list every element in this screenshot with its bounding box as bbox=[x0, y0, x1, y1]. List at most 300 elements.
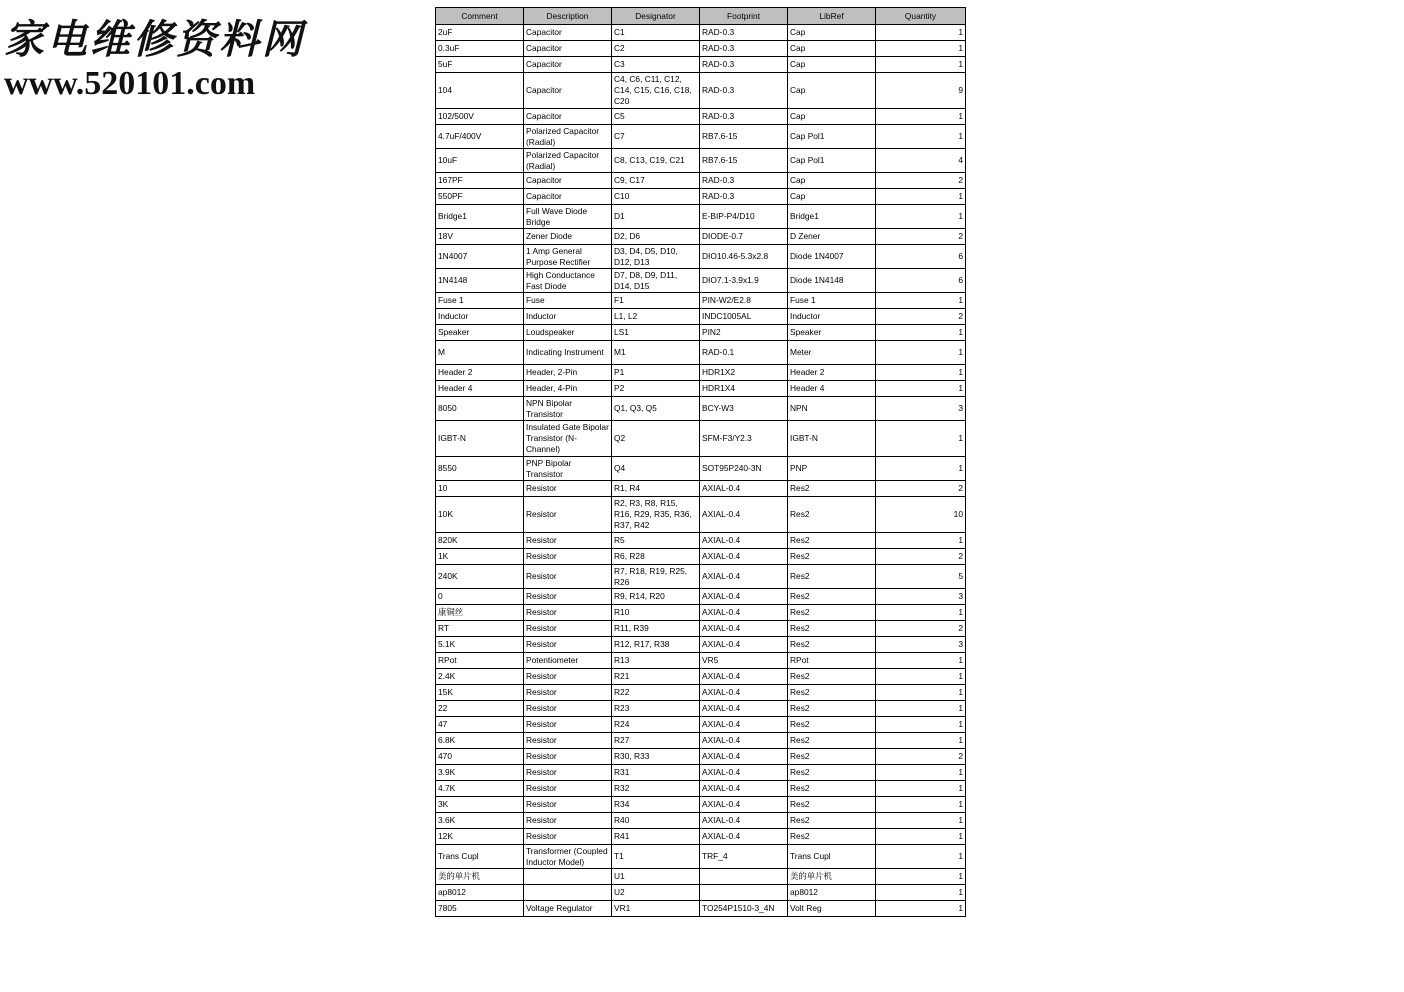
cell-footprint: HDR1X4 bbox=[700, 381, 788, 397]
cell-description: Resistor bbox=[524, 549, 612, 565]
cell-quantity: 2 bbox=[876, 229, 966, 245]
cell-quantity: 1 bbox=[876, 845, 966, 869]
table-row bbox=[436, 293, 966, 309]
cell-comment: 1K bbox=[436, 549, 524, 565]
cell-quantity: 2 bbox=[876, 749, 966, 765]
cell-footprint: AXIAL-0.4 bbox=[700, 717, 788, 733]
cell-quantity: 1 bbox=[876, 685, 966, 701]
cell-description: Resistor bbox=[524, 621, 612, 637]
cell-designator: R5 bbox=[612, 533, 700, 549]
cell-libref: RPot bbox=[788, 653, 876, 669]
cell-description: Potentiometer bbox=[524, 653, 612, 669]
cell-comment: M bbox=[436, 341, 524, 365]
cell-designator: D7, D8, D9, D11, D14, D15 bbox=[612, 269, 700, 293]
watermark-logo bbox=[4, 16, 334, 104]
cell-description: Resistor bbox=[524, 813, 612, 829]
cell-footprint: TO254P1510-3_4N bbox=[700, 901, 788, 917]
cell-libref: Res2 bbox=[788, 669, 876, 685]
cell-footprint: TRF_4 bbox=[700, 845, 788, 869]
cell-footprint: DIO7.1-3.9x1.9 bbox=[700, 269, 788, 293]
cell-quantity: 1 bbox=[876, 669, 966, 685]
table-row bbox=[436, 845, 966, 869]
cell-description: Resistor bbox=[524, 685, 612, 701]
cell-footprint: AXIAL-0.4 bbox=[700, 549, 788, 565]
cell-description: Resistor bbox=[524, 765, 612, 781]
cell-footprint: RAD-0.1 bbox=[700, 341, 788, 365]
table-row bbox=[436, 325, 966, 341]
cell-footprint: AXIAL-0.4 bbox=[700, 781, 788, 797]
table-row bbox=[436, 797, 966, 813]
cell-quantity: 9 bbox=[876, 73, 966, 109]
cell-description: Resistor bbox=[524, 481, 612, 497]
cell-libref: Diode 1N4148 bbox=[788, 269, 876, 293]
cell-comment: 5.1K bbox=[436, 637, 524, 653]
cell-libref: IGBT-N bbox=[788, 421, 876, 457]
cell-libref: Res2 bbox=[788, 637, 876, 653]
cell-quantity: 6 bbox=[876, 269, 966, 293]
table-row bbox=[436, 421, 966, 457]
header-quantity: Quantity bbox=[876, 8, 966, 25]
cell-libref: Res2 bbox=[788, 701, 876, 717]
table-row bbox=[436, 669, 966, 685]
cell-description: Capacitor bbox=[524, 109, 612, 125]
cell-quantity: 5 bbox=[876, 565, 966, 589]
table-row bbox=[436, 57, 966, 73]
header-comment: Comment bbox=[436, 8, 524, 25]
cell-description: Fuse bbox=[524, 293, 612, 309]
cell-comment: Header 2 bbox=[436, 365, 524, 381]
cell-footprint: PIN-W2/E2.8 bbox=[700, 293, 788, 309]
cell-quantity: 2 bbox=[876, 173, 966, 189]
cell-description: Voltage Regulator bbox=[524, 901, 612, 917]
cell-description: Resistor bbox=[524, 781, 612, 797]
cell-quantity: 1 bbox=[876, 717, 966, 733]
cell-footprint: AXIAL-0.4 bbox=[700, 497, 788, 533]
cell-comment: 8050 bbox=[436, 397, 524, 421]
cell-description: Full Wave Diode Bridge bbox=[524, 205, 612, 229]
cell-comment: 10 bbox=[436, 481, 524, 497]
cell-comment: 102/500V bbox=[436, 109, 524, 125]
cell-description: Resistor bbox=[524, 733, 612, 749]
cell-footprint bbox=[700, 869, 788, 885]
cell-description: Resistor bbox=[524, 669, 612, 685]
cell-description: Capacitor bbox=[524, 25, 612, 41]
cell-comment: 4.7K bbox=[436, 781, 524, 797]
cell-quantity: 6 bbox=[876, 245, 966, 269]
cell-quantity: 1 bbox=[876, 365, 966, 381]
cell-designator: R40 bbox=[612, 813, 700, 829]
cell-comment: 1N4007 bbox=[436, 245, 524, 269]
cell-designator: R12, R17, R38 bbox=[612, 637, 700, 653]
cell-description: Polarized Capacitor (Radial) bbox=[524, 125, 612, 149]
cell-quantity: 4 bbox=[876, 149, 966, 173]
cell-description: Resistor bbox=[524, 749, 612, 765]
cell-quantity: 2 bbox=[876, 309, 966, 325]
cell-quantity: 1 bbox=[876, 125, 966, 149]
cell-quantity: 1 bbox=[876, 813, 966, 829]
cell-description: Insulated Gate Bipolar Transistor (N-Channel) bbox=[524, 421, 612, 457]
cell-description: Resistor bbox=[524, 589, 612, 605]
cell-quantity: 2 bbox=[876, 549, 966, 565]
cell-quantity: 1 bbox=[876, 797, 966, 813]
cell-description: Capacitor bbox=[524, 57, 612, 73]
cell-comment: 3.9K bbox=[436, 765, 524, 781]
cell-libref: Header 2 bbox=[788, 365, 876, 381]
cell-description: Indicating Instrument bbox=[524, 341, 612, 365]
cell-libref: Res2 bbox=[788, 533, 876, 549]
cell-libref: Res2 bbox=[788, 829, 876, 845]
watermark-url-text: www.520101.com bbox=[4, 65, 256, 102]
table-row bbox=[436, 781, 966, 797]
cell-footprint: VR5 bbox=[700, 653, 788, 669]
cell-footprint: BCY-W3 bbox=[700, 397, 788, 421]
cell-quantity: 2 bbox=[876, 621, 966, 637]
cell-description: 1 Amp General Purpose Rectifier bbox=[524, 245, 612, 269]
table-row bbox=[436, 685, 966, 701]
cell-designator: R13 bbox=[612, 653, 700, 669]
cell-comment: IGBT-N bbox=[436, 421, 524, 457]
cell-quantity: 1 bbox=[876, 605, 966, 621]
table-row bbox=[436, 109, 966, 125]
cell-comment: 167PF bbox=[436, 173, 524, 189]
header-libref: LibRef bbox=[788, 8, 876, 25]
table-row bbox=[436, 765, 966, 781]
header-description: Description bbox=[524, 8, 612, 25]
table-row bbox=[436, 397, 966, 421]
cell-quantity: 1 bbox=[876, 885, 966, 901]
table-row bbox=[436, 533, 966, 549]
cell-description: Polarized Capacitor (Radial) bbox=[524, 149, 612, 173]
bill-of-materials-table bbox=[435, 7, 966, 917]
cell-comment: ap8012 bbox=[436, 885, 524, 901]
cell-quantity: 1 bbox=[876, 25, 966, 41]
cell-quantity: 1 bbox=[876, 901, 966, 917]
table-row bbox=[436, 457, 966, 481]
cell-comment: 15K bbox=[436, 685, 524, 701]
cell-designator: C4, C6, C11, C12, C14, C15, C16, C18, C20 bbox=[612, 73, 700, 109]
cell-designator: R31 bbox=[612, 765, 700, 781]
table-row bbox=[436, 189, 966, 205]
cell-designator: T1 bbox=[612, 845, 700, 869]
cell-comment: 240K bbox=[436, 565, 524, 589]
cell-description: Capacitor bbox=[524, 173, 612, 189]
cell-quantity: 1 bbox=[876, 653, 966, 669]
cell-libref: Res2 bbox=[788, 589, 876, 605]
cell-footprint: AXIAL-0.4 bbox=[700, 749, 788, 765]
cell-description bbox=[524, 885, 612, 901]
cell-libref: Speaker bbox=[788, 325, 876, 341]
cell-footprint: AXIAL-0.4 bbox=[700, 701, 788, 717]
table-row bbox=[436, 365, 966, 381]
cell-quantity: 2 bbox=[876, 481, 966, 497]
cell-description: Resistor bbox=[524, 829, 612, 845]
cell-libref: Res2 bbox=[788, 765, 876, 781]
cell-libref: Cap bbox=[788, 73, 876, 109]
cell-libref: Res2 bbox=[788, 565, 876, 589]
table-row bbox=[436, 381, 966, 397]
cell-comment: Header 4 bbox=[436, 381, 524, 397]
cell-libref: Diode 1N4007 bbox=[788, 245, 876, 269]
cell-libref: Cap bbox=[788, 173, 876, 189]
cell-designator: R11, R39 bbox=[612, 621, 700, 637]
cell-designator: P1 bbox=[612, 365, 700, 381]
cell-footprint: AXIAL-0.4 bbox=[700, 813, 788, 829]
cell-designator: R30, R33 bbox=[612, 749, 700, 765]
cell-quantity: 1 bbox=[876, 189, 966, 205]
cell-comment: RT bbox=[436, 621, 524, 637]
header-footprint: Footprint bbox=[700, 8, 788, 25]
cell-footprint: AXIAL-0.4 bbox=[700, 829, 788, 845]
cell-designator: C3 bbox=[612, 57, 700, 73]
cell-comment: 6.8K bbox=[436, 733, 524, 749]
cell-designator: R9, R14, R20 bbox=[612, 589, 700, 605]
table-row bbox=[436, 309, 966, 325]
cell-comment: 康铜丝 bbox=[436, 605, 524, 621]
cell-footprint: RB7.6-15 bbox=[700, 149, 788, 173]
cell-quantity: 1 bbox=[876, 109, 966, 125]
cell-designator: C7 bbox=[612, 125, 700, 149]
cell-designator: C9, C17 bbox=[612, 173, 700, 189]
cell-libref: Res2 bbox=[788, 797, 876, 813]
cell-libref: Cap bbox=[788, 25, 876, 41]
cell-designator: D1 bbox=[612, 205, 700, 229]
cell-libref: D Zener bbox=[788, 229, 876, 245]
cell-quantity: 1 bbox=[876, 41, 966, 57]
cell-designator: U1 bbox=[612, 869, 700, 885]
cell-quantity: 1 bbox=[876, 205, 966, 229]
cell-description: Resistor bbox=[524, 565, 612, 589]
cell-libref: Volt Reg bbox=[788, 901, 876, 917]
cell-libref: Res2 bbox=[788, 781, 876, 797]
cell-designator: U2 bbox=[612, 885, 700, 901]
cell-comment: 3K bbox=[436, 797, 524, 813]
table-row bbox=[436, 481, 966, 497]
cell-libref: PNP bbox=[788, 457, 876, 481]
table-row bbox=[436, 125, 966, 149]
cell-comment: Speaker bbox=[436, 325, 524, 341]
cell-description: PNP Bipolar Transistor bbox=[524, 457, 612, 481]
table-row bbox=[436, 885, 966, 901]
cell-footprint: AXIAL-0.4 bbox=[700, 685, 788, 701]
cell-comment: 4.7uF/400V bbox=[436, 125, 524, 149]
cell-footprint: AXIAL-0.4 bbox=[700, 797, 788, 813]
cell-footprint: RAD-0.3 bbox=[700, 41, 788, 57]
cell-designator: L1, L2 bbox=[612, 309, 700, 325]
watermark-chinese-text: 家电维修资料网 bbox=[4, 16, 305, 63]
cell-quantity: 1 bbox=[876, 381, 966, 397]
cell-description bbox=[524, 869, 612, 885]
cell-designator: R6, R28 bbox=[612, 549, 700, 565]
cell-comment: 1N4148 bbox=[436, 269, 524, 293]
cell-comment: 2.4K bbox=[436, 669, 524, 685]
cell-footprint: AXIAL-0.4 bbox=[700, 621, 788, 637]
cell-footprint: HDR1X2 bbox=[700, 365, 788, 381]
cell-quantity: 1 bbox=[876, 701, 966, 717]
cell-footprint: RAD-0.3 bbox=[700, 25, 788, 41]
cell-designator: LS1 bbox=[612, 325, 700, 341]
cell-footprint: RAD-0.3 bbox=[700, 189, 788, 205]
cell-designator: R23 bbox=[612, 701, 700, 717]
cell-comment: 5uF bbox=[436, 57, 524, 73]
cell-designator: C2 bbox=[612, 41, 700, 57]
cell-footprint: DIODE-0.7 bbox=[700, 229, 788, 245]
table-row bbox=[436, 653, 966, 669]
cell-libref: Res2 bbox=[788, 733, 876, 749]
cell-quantity: 1 bbox=[876, 421, 966, 457]
table-row bbox=[436, 749, 966, 765]
cell-comment: Inductor bbox=[436, 309, 524, 325]
cell-libref: ap8012 bbox=[788, 885, 876, 901]
cell-libref: Res2 bbox=[788, 717, 876, 733]
cell-designator: D3, D4, D5, D10, D12, D13 bbox=[612, 245, 700, 269]
cell-libref: Res2 bbox=[788, 621, 876, 637]
cell-libref: Res2 bbox=[788, 749, 876, 765]
cell-comment: 0 bbox=[436, 589, 524, 605]
cell-designator: Q2 bbox=[612, 421, 700, 457]
cell-designator: R1, R4 bbox=[612, 481, 700, 497]
cell-footprint: RAD-0.3 bbox=[700, 73, 788, 109]
cell-comment: 550PF bbox=[436, 189, 524, 205]
cell-footprint: AXIAL-0.4 bbox=[700, 605, 788, 621]
table-row bbox=[436, 229, 966, 245]
cell-libref: 美的单片机 bbox=[788, 869, 876, 885]
cell-footprint: AXIAL-0.4 bbox=[700, 481, 788, 497]
cell-description: High Conductance Fast Diode bbox=[524, 269, 612, 293]
cell-footprint: AXIAL-0.4 bbox=[700, 733, 788, 749]
cell-description: NPN Bipolar Transistor bbox=[524, 397, 612, 421]
cell-footprint: AXIAL-0.4 bbox=[700, 669, 788, 685]
cell-comment: 104 bbox=[436, 73, 524, 109]
cell-libref: Bridge1 bbox=[788, 205, 876, 229]
cell-footprint: AXIAL-0.4 bbox=[700, 637, 788, 653]
cell-description: Capacitor bbox=[524, 189, 612, 205]
table-row bbox=[436, 205, 966, 229]
cell-libref: Cap bbox=[788, 41, 876, 57]
cell-comment: 美的单片机 bbox=[436, 869, 524, 885]
cell-designator: F1 bbox=[612, 293, 700, 309]
cell-quantity: 1 bbox=[876, 765, 966, 781]
table-row bbox=[436, 733, 966, 749]
cell-footprint: SOT95P240-3N bbox=[700, 457, 788, 481]
table-header-row bbox=[436, 8, 966, 25]
cell-libref: Cap bbox=[788, 57, 876, 73]
cell-description: Inductor bbox=[524, 309, 612, 325]
cell-designator: R21 bbox=[612, 669, 700, 685]
cell-footprint: AXIAL-0.4 bbox=[700, 565, 788, 589]
header-designator: Designator bbox=[612, 8, 700, 25]
cell-comment: 22 bbox=[436, 701, 524, 717]
table-row bbox=[436, 149, 966, 173]
cell-description: Capacitor bbox=[524, 41, 612, 57]
cell-designator: R27 bbox=[612, 733, 700, 749]
cell-comment: Trans Cupl bbox=[436, 845, 524, 869]
cell-libref: Res2 bbox=[788, 497, 876, 533]
cell-footprint: AXIAL-0.4 bbox=[700, 765, 788, 781]
table-row bbox=[436, 497, 966, 533]
cell-designator: C8, C13, C19, C21 bbox=[612, 149, 700, 173]
cell-designator: R24 bbox=[612, 717, 700, 733]
cell-quantity: 3 bbox=[876, 589, 966, 605]
cell-quantity: 1 bbox=[876, 781, 966, 797]
cell-description: Header, 2-Pin bbox=[524, 365, 612, 381]
cell-description: Resistor bbox=[524, 497, 612, 533]
cell-comment: 10uF bbox=[436, 149, 524, 173]
table-row bbox=[436, 901, 966, 917]
cell-designator: VR1 bbox=[612, 901, 700, 917]
cell-description: Resistor bbox=[524, 797, 612, 813]
cell-description: Capacitor bbox=[524, 73, 612, 109]
cell-comment: 820K bbox=[436, 533, 524, 549]
cell-designator: R34 bbox=[612, 797, 700, 813]
cell-designator: D2, D6 bbox=[612, 229, 700, 245]
cell-footprint bbox=[700, 885, 788, 901]
cell-libref: NPN bbox=[788, 397, 876, 421]
cell-quantity: 3 bbox=[876, 397, 966, 421]
cell-footprint: AXIAL-0.4 bbox=[700, 589, 788, 605]
table-row bbox=[436, 41, 966, 57]
cell-designator: P2 bbox=[612, 381, 700, 397]
cell-comment: 3.6K bbox=[436, 813, 524, 829]
cell-quantity: 1 bbox=[876, 869, 966, 885]
cell-description: Zener Diode bbox=[524, 229, 612, 245]
table-row bbox=[436, 717, 966, 733]
cell-footprint: E-BIP-P4/D10 bbox=[700, 205, 788, 229]
cell-quantity: 1 bbox=[876, 57, 966, 73]
table-row bbox=[436, 25, 966, 41]
cell-footprint: RAD-0.3 bbox=[700, 57, 788, 73]
cell-quantity: 1 bbox=[876, 533, 966, 549]
cell-libref: Res2 bbox=[788, 549, 876, 565]
cell-libref: Fuse 1 bbox=[788, 293, 876, 309]
cell-designator: R10 bbox=[612, 605, 700, 621]
cell-quantity: 1 bbox=[876, 293, 966, 309]
table-row bbox=[436, 173, 966, 189]
cell-libref: Res2 bbox=[788, 685, 876, 701]
cell-libref: Res2 bbox=[788, 605, 876, 621]
cell-designator: C1 bbox=[612, 25, 700, 41]
cell-description: Transformer (Coupled Inductor Model) bbox=[524, 845, 612, 869]
cell-libref: Res2 bbox=[788, 481, 876, 497]
table-row bbox=[436, 73, 966, 109]
cell-comment: 470 bbox=[436, 749, 524, 765]
cell-quantity: 1 bbox=[876, 733, 966, 749]
cell-comment: 2uF bbox=[436, 25, 524, 41]
table-row bbox=[436, 869, 966, 885]
cell-description: Resistor bbox=[524, 533, 612, 549]
table-row bbox=[436, 341, 966, 365]
cell-designator: R7, R18, R19, R25, R26 bbox=[612, 565, 700, 589]
cell-description: Resistor bbox=[524, 605, 612, 621]
cell-description: Header, 4-Pin bbox=[524, 381, 612, 397]
cell-quantity: 3 bbox=[876, 637, 966, 653]
cell-footprint: DIO10.46-5.3x2.8 bbox=[700, 245, 788, 269]
cell-libref: Header 4 bbox=[788, 381, 876, 397]
cell-libref: Meter bbox=[788, 341, 876, 365]
cell-description: Resistor bbox=[524, 701, 612, 717]
cell-designator: C10 bbox=[612, 189, 700, 205]
cell-designator: Q1, Q3, Q5 bbox=[612, 397, 700, 421]
cell-designator: R32 bbox=[612, 781, 700, 797]
cell-quantity: 1 bbox=[876, 829, 966, 845]
cell-comment: 10K bbox=[436, 497, 524, 533]
cell-comment: RPot bbox=[436, 653, 524, 669]
table-row bbox=[436, 605, 966, 621]
cell-description: Resistor bbox=[524, 717, 612, 733]
table-row bbox=[436, 565, 966, 589]
cell-comment: 12K bbox=[436, 829, 524, 845]
cell-footprint: AXIAL-0.4 bbox=[700, 533, 788, 549]
cell-designator: R41 bbox=[612, 829, 700, 845]
